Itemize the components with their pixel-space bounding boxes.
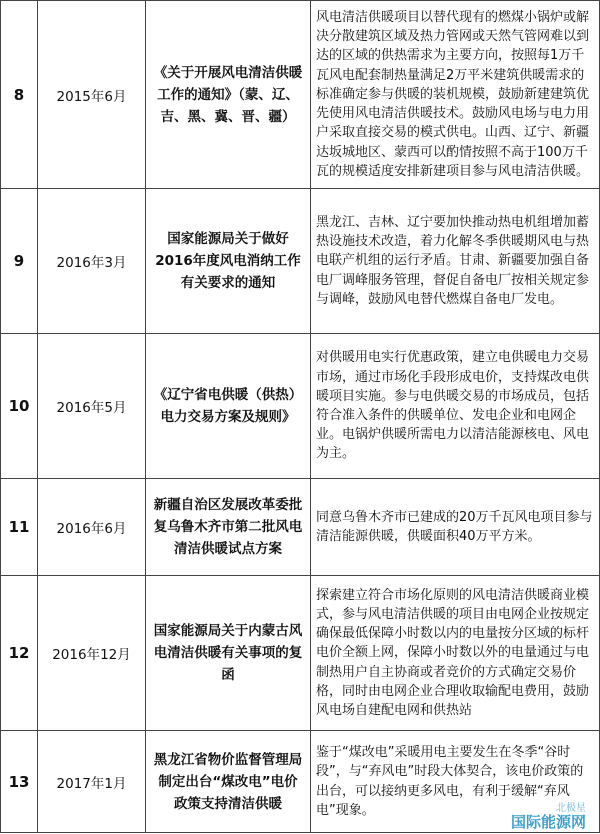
watermark-small-text: 北极星 [556, 802, 586, 814]
row-policy-name: 黑龙江省物价监督管理局制定出台“煤改电”电价政策支持清洁供暖 [146, 731, 311, 833]
row-number: 10 [1, 334, 38, 479]
table-row [1, 334, 600, 479]
row-content: 黑龙江、吉林、辽宁要加快推动热电机组增加蓄热设施技术改造，着力化解冬季供暖期风电与热电联产机组的运行矛盾。甘肃、新疆要加强自备电厂调峰服务管理，督促自备电厂按相关规定参与调峰，鼓励风电替代燃煤自备电厂发电。 [311, 189, 600, 334]
row-content: 风电清洁供暖项目以替代现有的燃煤小锅炉或解决分散建筑区域及热力管网或天然气管网难以到达的区域的供热需求为主要方向，按照每1万千瓦风电配套制热量满足2万平米建筑供暖需求的标准确定参与供暖的装机规模，鼓励新建建筑优先使用风电清洁供暖技术。鼓励风电场与电力用户采取直接交易的模式供电。山西、辽宁、新疆达坂城地区、蒙西可以酌情按照不高于100万千瓦的规模适度安排新建项目参与风电清洁供暖。 [311, 1, 600, 189]
row-date: 2016年5月 [38, 334, 146, 479]
watermark-brand-text: 国际能源网 [510, 812, 586, 831]
row-date: 2017年1月 [38, 731, 146, 833]
row-content: 对供暖用电实行优惠政策，建立电供暖电力交易市场，通过市场化手段形成电价，支持煤改电供暖项目实施。参与电供暖交易的市场成员，包括符合准入条件的供暖单位、发电企业和电网企业。电锅炉供暖所需电力以清洁能源核电、风电为主。 [311, 334, 600, 479]
row-content: 探索建立符合市场化原则的风电清洁供暖商业模式，参与风电清洁供暖的项目由电网企业按规定确保最低保障小时数以内的电量按分区域的标杆电价全额上网，保障小时数以外的电量通过与电制热用户自主协商或者竞价的方式确定交易价格，同时由电网企业合理收取输配电费用，鼓励风电场自建配电网和供热站 [311, 576, 600, 731]
row-number: 11 [1, 479, 38, 576]
row-date: 2015年6月 [38, 1, 146, 189]
table-row [1, 731, 600, 833]
row-date: 2016年6月 [38, 479, 146, 576]
row-number: 12 [1, 576, 38, 731]
table-row [1, 576, 600, 731]
row-content: 同意乌鲁木齐市已建成的20万千瓦风电项目参与清洁能源供暖，供暖面积40万平方米。 [311, 479, 600, 576]
row-content: 鉴于“煤改电”采暖用电主要发生在冬季“谷时段”，与“弃风电”时段大体契合，该电价政策的出台，可以接纳更多风电，有利于缓解“弃风电”现象。 [311, 731, 600, 833]
row-policy-name: 《关于开展风电清洁供暖工作的通知》（蒙、辽、吉、黑、冀、晋、疆） [146, 1, 311, 189]
row-number: 13 [1, 731, 38, 833]
row-policy-name: 《辽宁省电供暖（供热）电力交易方案及规则》 [146, 334, 311, 479]
row-number: 9 [1, 189, 38, 334]
row-date: 2016年3月 [38, 189, 146, 334]
table-row [1, 189, 600, 334]
row-number: 8 [1, 1, 38, 189]
table-row [1, 1, 600, 189]
row-policy-name: 国家能源局关于做好2016年度风电消纳工作有关要求的通知 [146, 189, 311, 334]
site-watermark [511, 803, 586, 831]
row-policy-name: 国家能源局关于内蒙古风电清洁供暖有关事项的复函 [146, 576, 311, 731]
row-policy-name: 新疆自治区发展改革委批复乌鲁木齐市第二批风电清洁供暖试点方案 [146, 479, 311, 576]
table-row [1, 479, 600, 576]
row-date: 2016年12月 [38, 576, 146, 731]
